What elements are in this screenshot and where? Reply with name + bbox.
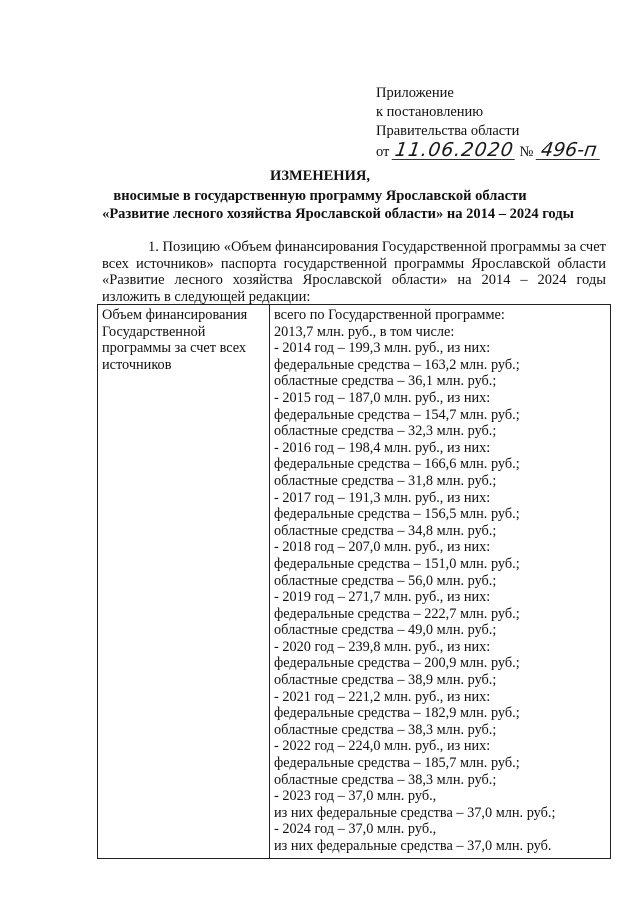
- value-line: из них федеральные средства – 37,0 млн. руб.: [274, 838, 552, 854]
- value-line: областные средства – 36,1 млн. руб.;: [274, 373, 497, 390]
- value-line: федеральные средства – 222,7 млн. руб.;: [274, 605, 520, 622]
- value-line: - 2024 год – 37,0 млн. руб.,: [274, 821, 437, 838]
- value-line: областные средства – 38,9 млн. руб.;: [274, 672, 497, 689]
- value-line: областные средства – 38,3 млн. руб.;: [274, 771, 497, 788]
- value-line: федеральные средства – 154,7 млн. руб.;: [274, 406, 520, 423]
- value-line: - 2015 год – 187,0 млн. руб., из них:: [274, 389, 491, 406]
- value-line: федеральные средства – 185,7 млн. руб.;: [274, 755, 520, 772]
- value-line: областные средства – 56,0 млн. руб.;: [274, 572, 497, 589]
- value-line: - 2016 год – 198,4 млн. руб., из них:: [274, 439, 491, 456]
- document-subtitle-2: «Развитие лесного хозяйства Ярославской области» на 2014 – 2024 годы: [102, 206, 574, 222]
- date-prefix: от: [376, 144, 390, 160]
- value-line: областные средства – 34,8 млн. руб.;: [274, 522, 497, 539]
- value-line: - 2018 год – 207,0 млн. руб., из них:: [274, 539, 491, 556]
- appendix-block: [376, 84, 600, 163]
- value-line: из них федеральные средства – 37,0 млн. руб.;: [274, 804, 556, 821]
- value-line: федеральные средства – 166,6 млн. руб.;: [274, 456, 520, 473]
- table-cell-label: Объем финансирования Государственной программы за счет всех источников: [98, 305, 270, 859]
- document-title: ИЗМЕНЕНИЯ,: [270, 168, 370, 184]
- value-line: федеральные средства – 182,9 млн. руб.;: [274, 705, 520, 722]
- number-prefix: №: [519, 144, 534, 160]
- financing-table: [97, 304, 611, 859]
- appendix-line-2: к постановлению: [376, 104, 484, 120]
- appendix-line-3: Правительства области: [376, 123, 520, 139]
- value-line: федеральные средства – 156,5 млн. руб.;: [274, 506, 520, 523]
- value-line: - 2022 год – 224,0 млн. руб., из них:: [274, 738, 491, 755]
- value-line: - 2023 год – 37,0 млн. руб.,: [274, 788, 437, 805]
- handwritten-date: 11.06.2020: [393, 139, 516, 161]
- value-line: - 2014 год – 199,3 млн. руб., из них:: [274, 340, 491, 357]
- appendix-date-row: [376, 141, 600, 163]
- intro-paragraph: 1. Позицию «Объем финансирования Государственной программы за счет всех источников» паспорта государственной программы Ярославской области «Развитие лесного хозяйства Ярославской области» на 2014 – 2024 годы изложить в следующей редакции:: [102, 239, 606, 305]
- value-line: областные средства – 38,3 млн. руб.;: [274, 721, 497, 738]
- value-line: федеральные средства – 163,2 млн. руб.;: [274, 356, 520, 373]
- appendix-line-1: Приложение: [376, 85, 454, 101]
- table-row: [98, 305, 611, 859]
- table-cell-values: [270, 305, 611, 859]
- value-line: федеральные средства – 151,0 млн. руб.;: [274, 555, 520, 572]
- value-line: - 2019 год – 271,7 млн. руб., из них:: [274, 589, 491, 606]
- handwritten-number: 496-п: [536, 141, 602, 160]
- document-subtitle-1: вносимые в государственную программу Ярославской области: [113, 188, 527, 204]
- value-line: областные средства – 31,8 млн. руб.;: [274, 472, 497, 489]
- value-line: всего по Государственной программе:: [274, 307, 505, 323]
- value-line: - 2017 год – 191,3 млн. руб., из них:: [274, 489, 491, 506]
- value-line: - 2021 год – 221,2 млн. руб., из них:: [274, 688, 491, 705]
- value-line: федеральные средства – 200,9 млн. руб.;: [274, 655, 520, 672]
- value-line: областные средства – 49,0 млн. руб.;: [274, 622, 497, 639]
- value-line: 2013,7 млн. руб., в том числе:: [274, 323, 455, 340]
- value-line: - 2020 год – 239,8 млн. руб., из них:: [274, 638, 491, 655]
- value-line: областные средства – 32,3 млн. руб.;: [274, 423, 497, 440]
